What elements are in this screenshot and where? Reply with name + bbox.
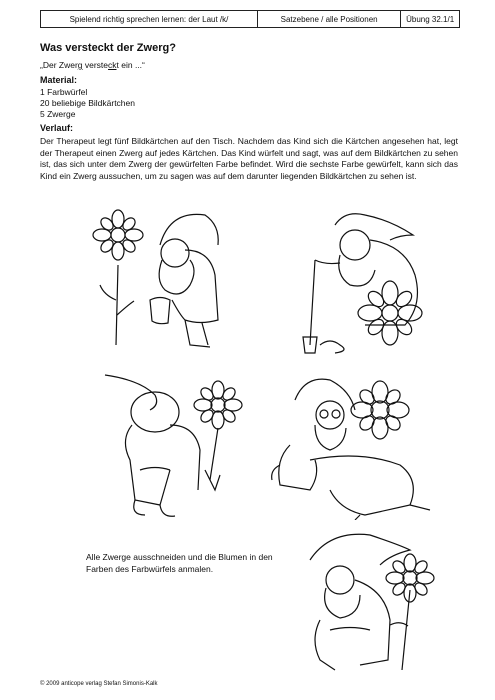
instruction-note: Alle Zwerge ausschneiden und die Blumen in den Farben des Farbwürfels anmalen. [86, 552, 273, 574]
gnome-illustration-4 [270, 370, 450, 520]
header-topic: Spielend richtig sprechen lernen: der Laut /k/ [41, 11, 258, 27]
copyright-footer: © 2009 anticope verlag Stefan Simonis-Kalk [40, 681, 158, 687]
header-level: Satzebene / alle Positionen [258, 11, 401, 27]
quote-part: „Der Zwer [40, 60, 78, 70]
gnome-illustration-3 [100, 370, 245, 520]
material-heading: Material: [40, 75, 78, 85]
procedure-heading: Verlauf: [40, 123, 74, 133]
procedure-text: Der Therapeut legt fünf Bildkärtchen auf den Tisch. Nachdem das Kind sich die Kärtchen angesehen hat, legt der Therapeut einen Zwerg auf jedes Kärtchen. Das Kind würfelt und sagt, was auf dem Bildkärtchen zu sehen ist, das sich unter dem Zwerg der gewürfelten Farbe befindet. Wird die sechste Farbe gewürfelt, kann sich das Kind ein Zwerg aussuchen, um zu sagen was auf dem darunter liegenden Bildkärtchen zu sehen ist. [40, 136, 458, 181]
quote-underlined: ck [108, 60, 117, 70]
gnome-illustration-1 [90, 205, 250, 355]
material-item: 1 Farbwürfel [40, 87, 88, 97]
header-exercise: Übung 32.1/1 [406, 14, 455, 24]
quote-part: t ein ...“ [116, 60, 145, 70]
gnome-illustration-5 [290, 530, 450, 675]
quote-underlined: g [77, 60, 83, 70]
header-table [40, 10, 460, 28]
gnome-illustration-2 [295, 205, 445, 355]
quote-part: verste [82, 60, 109, 70]
material-item: 5 Zwerge [40, 109, 76, 119]
example-sentence [40, 60, 145, 70]
page-title: Was versteckt der Zwerg? [40, 42, 176, 54]
material-item: 20 beliebige Bildkärtchen [40, 98, 135, 108]
